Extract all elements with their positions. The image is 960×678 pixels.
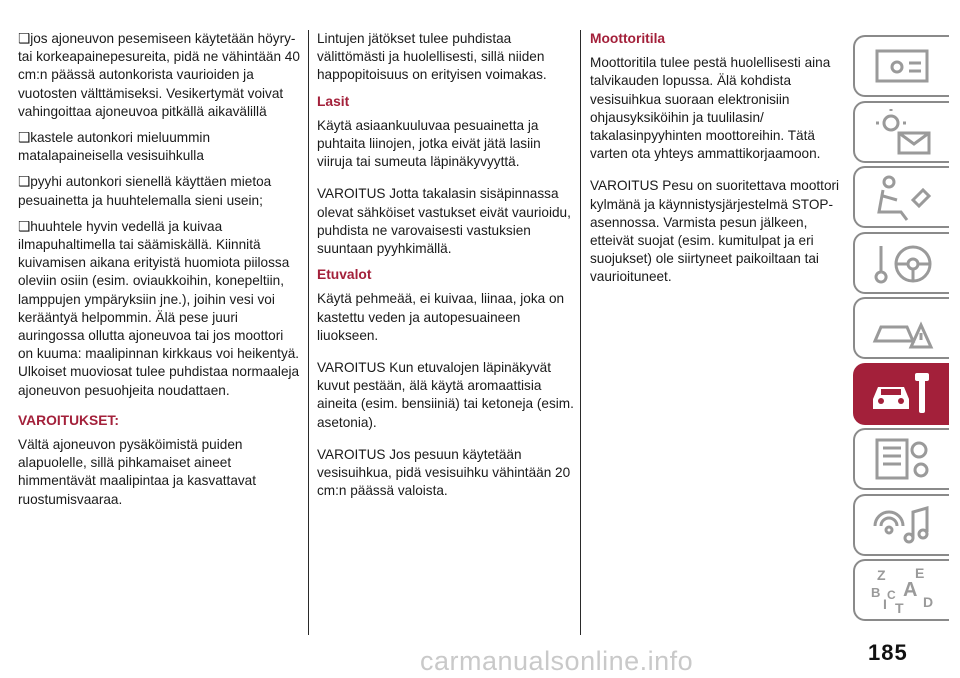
warning-paragraph: VAROITUS Pesu on suoritettava moottori kylmänä ja käynnistysjärjestelmä STOP-asennossa. Varmista pesun jälkeen, etteivät suojat (esim. kumitulpat ja eri suojukset) ole siirtyneet paikoiltaan tai vaurioituneet. bbox=[590, 178, 840, 285]
chapter-tabs bbox=[853, 35, 953, 625]
paragraph: Lintujen jätökset tulee puhdistaa välittömästi ja huolellisesti, sillä niiden happopitoisuus on erityisen voimakas. bbox=[317, 31, 547, 83]
index-letter: A bbox=[903, 579, 918, 601]
paragraph: Vältä ajoneuvon pysäköimistä puiden alapuolelle, sillä pihkamaiset aineet himmentävät maalipintaa ja kasvattavat ruostumisvaaraa. bbox=[18, 437, 257, 507]
tab-multimedia[interactable] bbox=[853, 494, 949, 556]
tab-maintenance[interactable] bbox=[853, 363, 949, 425]
tab-specifications[interactable] bbox=[853, 428, 949, 490]
radio-music-icon bbox=[867, 500, 937, 550]
section-heading-moottoritila: Moottoritila bbox=[590, 31, 666, 46]
index-letter: Z bbox=[877, 567, 886, 583]
tab-emergency[interactable] bbox=[853, 297, 949, 359]
car-dashboard-icon bbox=[867, 41, 937, 91]
paragraph: ❑ jos ajoneuvon pesemiseen käytetään höyry- tai korkeapainepesureita, pidä ne vähintään 40 cm:n päässä autonkorista vaurioiden ja vuotosten välttämiseksi. Vesikertymät voivat vahingoittaa ajoneuvoa pitkällä aikavälillä bbox=[18, 30, 300, 121]
alphabet-index-icon bbox=[867, 565, 937, 615]
index-letter: T bbox=[895, 600, 904, 615]
column-divider bbox=[308, 30, 309, 635]
tab-safety[interactable] bbox=[853, 166, 949, 228]
index-letter: D bbox=[923, 594, 934, 610]
paragraph: Käytä asiaankuuluvaa pesuainetta ja puhtaita liinojen, jotka eivät jätä lasiin viiruja tai sumeuta läpinäkyvyyttä. bbox=[317, 117, 541, 170]
tab-index[interactable] bbox=[853, 559, 949, 621]
paragraph: Ulkoiset muoviosat tulee puhdistaa normaaleja ajoneuvon pesuohjeita noudattaen. bbox=[18, 364, 300, 398]
section-heading-warnings: VAROITUKSET: bbox=[18, 412, 119, 428]
tab-starting-driving[interactable] bbox=[853, 232, 949, 294]
key-steering-wheel-icon bbox=[867, 238, 937, 288]
text-column-left bbox=[18, 30, 300, 517]
paragraph: Käytä pehmeää, ei kuivaa, liinaa, joka on kastettu veden ja autopesuaineen liuokseen. bbox=[317, 291, 565, 343]
paragraph: ❑ huuhtele hyvin vedellä ja kuivaa ilmapuhaltimella tai säämiskällä. Kiinnitä kuivamisen aikana erityistä huomiota piilossa oleviin osiin (esim. oviaukkoihin, konepeltiin, lamppujen ympäryksiin jne.), joihin vesi voi kerääntyä helpommin. Älä pese juuri auringossa ollutta ajoneuvoa tai jos moottori on kuuma: maalipinnan kirkkaus voi heikentyä. bbox=[18, 218, 300, 364]
index-letter: C bbox=[887, 588, 896, 602]
warning-paragraph: VAROITUS Jos pesuun käytetään vesisuihkua, pidä vesisuihku vähintään 20 cm:n päässä valoista. bbox=[317, 446, 571, 499]
index-letter: E bbox=[915, 565, 925, 581]
warning-paragraph: VAROITUS Jotta takalasin sisäpinnassa olevat sähköiset vastukset eivät vaurioidu, puhdista ne varovaisesti vastuksien suuntaan pyyhkimällä. bbox=[317, 186, 571, 257]
car-wrench-icon bbox=[867, 369, 937, 419]
text-column-right bbox=[590, 30, 842, 295]
seat-airbag-icon bbox=[867, 172, 937, 222]
page-number: 185 bbox=[868, 640, 908, 665]
section-heading-etuvalot: Etuvalot bbox=[317, 267, 372, 283]
text-column-middle bbox=[317, 30, 575, 508]
paragraph: ❑ kastele autonkori mieluummin matalapaineisella vesisuihkulla bbox=[18, 129, 300, 165]
paragraph: Moottoritila tulee pestä huolellisesti aina talvikauden lopussa. Älä kohdista vesisuihkua suoraan elektronisiin ohjausyksiköihin ja tuulilasin/ takalasinpyyhinten moottoreihin. Tätä varten ota yhteys ammattikorjaamoon. bbox=[590, 55, 831, 162]
warning-paragraph: VAROITUS Kun etuvalojen läpinäkyvät kuvut pestään, älä käytä aromaattisia aineita (esim. bensiiniä) tai ketoneja (esim. asetonia). bbox=[317, 360, 574, 430]
watermark: carmanualsonline.info bbox=[420, 646, 694, 676]
paragraph: ❑ pyyhi autonkori sienellä käyttäen mietoa pesuainetta ja huuhtelemalla sieni usein; bbox=[18, 173, 300, 209]
column-divider bbox=[580, 30, 581, 635]
section-heading-lasit: Lasit bbox=[317, 93, 350, 109]
car-warning-triangle-icon bbox=[867, 303, 937, 353]
tab-warning-lights[interactable] bbox=[853, 101, 949, 163]
tab-dashboard[interactable] bbox=[853, 35, 949, 97]
index-letter: I bbox=[883, 596, 887, 612]
index-letter: B bbox=[871, 585, 881, 600]
warning-light-envelope-icon bbox=[867, 107, 937, 157]
specs-gears-icon bbox=[867, 434, 937, 484]
